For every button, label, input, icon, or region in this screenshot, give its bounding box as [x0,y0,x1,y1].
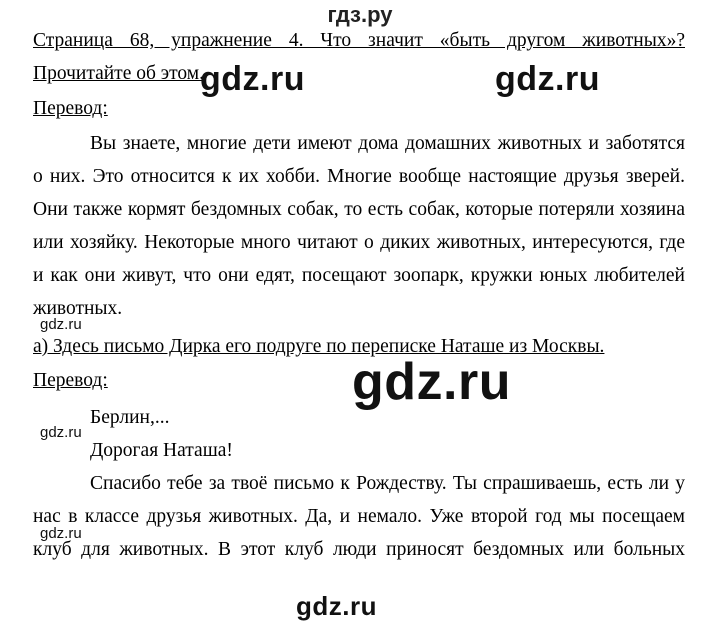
site-header-title[interactable]: гдз.ру [327,2,393,27]
letter-line: клуб для животных. В этот клуб люди приносят бездомных или больных [33,539,685,560]
watermark-gdz: gdz.ru [40,316,82,333]
task-heading-line-1: Страница 68, упражнение 4. Что значит «быть другом животных»? [33,30,685,51]
subtask-a-heading: а) Здесь письмо Дирка его подруге по переписке Наташе из Москвы. [33,336,605,357]
watermark-gdz: gdz.ru [200,60,305,98]
letter-place: Берлин,... [90,407,170,428]
paragraph-line: Они также кормят бездомных собак, то есть собак, которые потеряли хозяина [33,199,685,220]
letter-line: Спасибо тебе за твоё письмо к Рождеству. Ты спрашиваешь, есть ли у [90,473,685,494]
watermark-gdz: gdz.ru [352,353,511,411]
paragraph-line: Вы знаете, многие дети имеют дома домашних животных и заботятся [90,133,685,154]
paragraph-line: или хозяйку. Некоторые много читают о диких животных, интересуются, где [33,232,685,253]
task-heading-line-2: Прочитайте об этом. [33,63,204,84]
watermark-gdz: gdz.ru [40,525,82,542]
letter-line: нас в классе друзья животных. Да, и немало. Уже второй год мы посещаем [33,506,685,527]
paragraph-line: животных. [33,298,123,319]
translation-label: Перевод: [33,370,108,391]
paragraph-line: о них. Это относится к их хобби. Многие вообще настоящие друзья зверей. [33,166,685,187]
translation-label: Перевод: [33,98,108,119]
letter-greeting: Дорогая Наташа! [90,440,233,461]
watermark-gdz: gdz.ru [40,424,82,441]
paragraph-line: и как они живут, что они едят, посещают зоопарк, кружки юных любителей [33,265,685,286]
watermark-gdz-footer: gdz.ru [296,591,377,621]
watermark-gdz: gdz.ru [495,60,600,98]
